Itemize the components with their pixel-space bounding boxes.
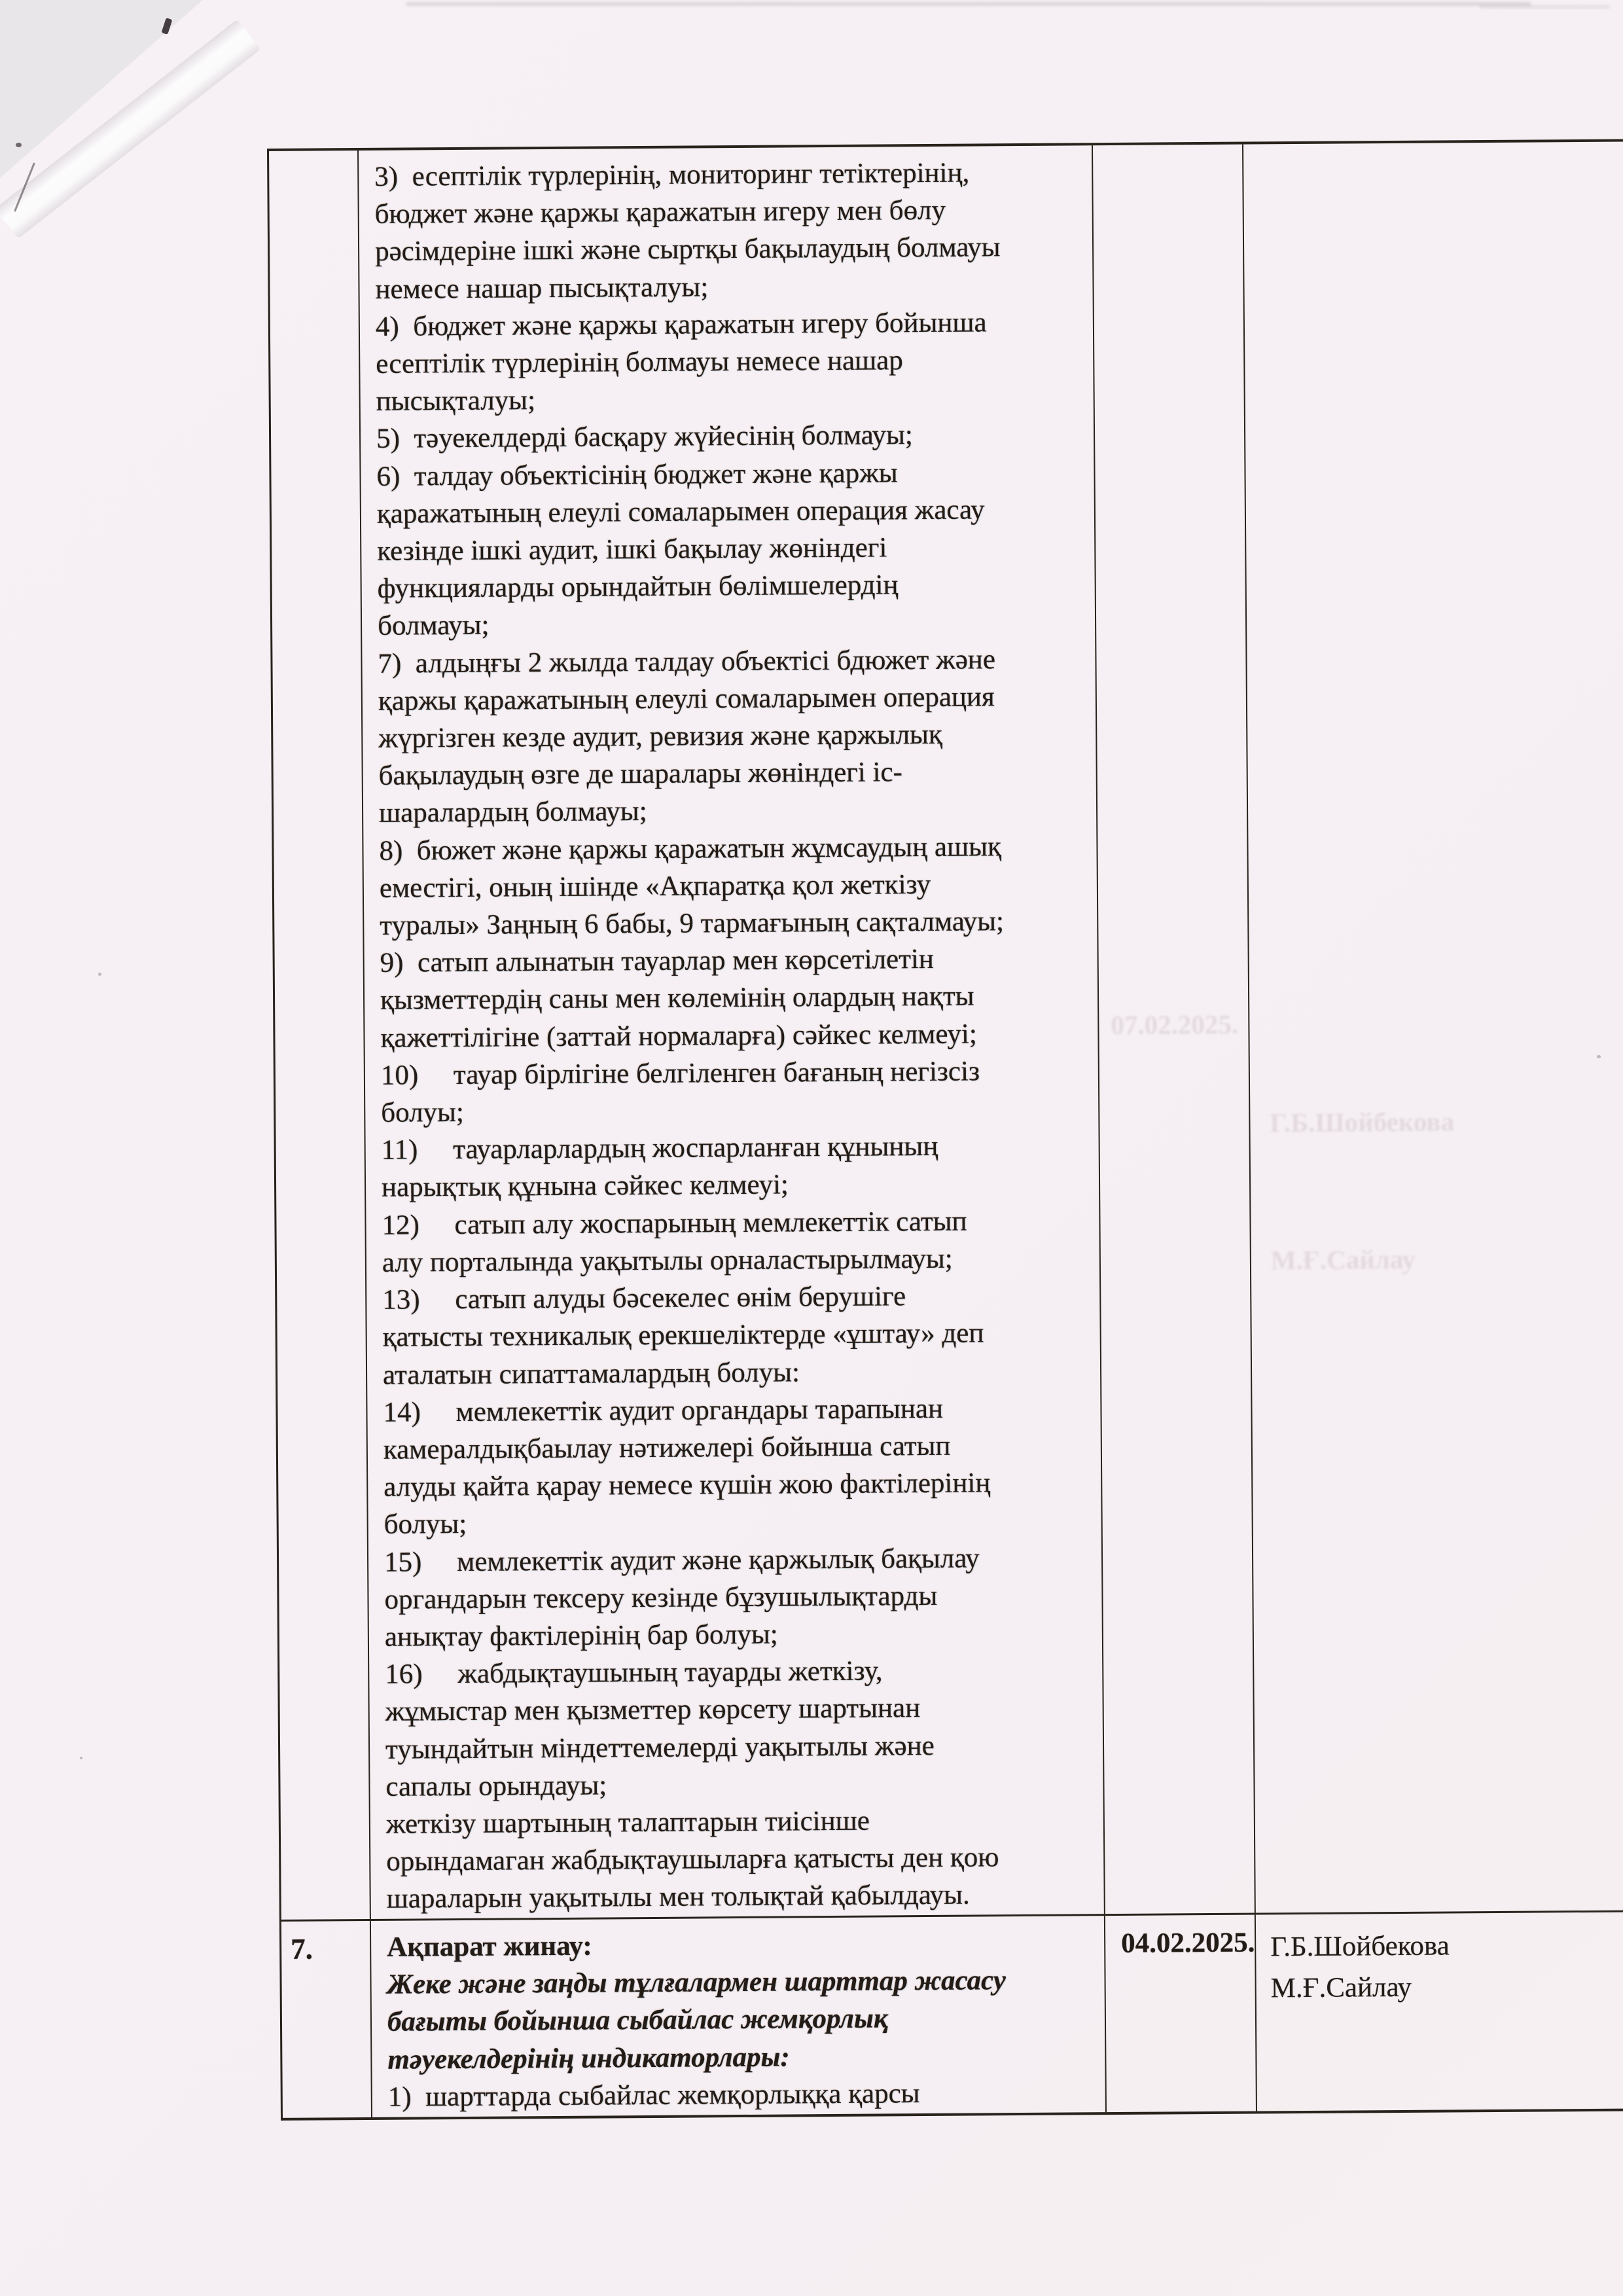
activity-text-line: орындамаган жабдықтаушыларға қатысты ден қою xyxy=(386,1842,999,1877)
date-value: 04.02.2025. xyxy=(1121,1927,1255,1959)
activity-text-line: қажеттілігіне (заттай нормаларға) сәйкес келмеуі; xyxy=(380,1018,977,1054)
activity-text-line: шаралардың болмауы; xyxy=(378,796,647,829)
activity-text-line: қаражатының елеулі сомаларымен операция жасау xyxy=(376,494,985,529)
activity-text-line: нарықтық құнына сәйкес келмеуі; xyxy=(381,1169,789,1204)
activity-text-line: жеткізу шартының талаптарын тиісінше xyxy=(385,1805,870,1840)
bleed-through-executor-line: Г.Б.Шойбекова xyxy=(1270,1106,1455,1138)
activity-text-line: аталатын сипаттамалардың болуы: xyxy=(382,1356,800,1391)
activity-cell xyxy=(371,1916,1107,2117)
activity-text-line: сапалы орындауы; xyxy=(385,1770,607,1803)
executor-name: Г.Б.Шойбекова xyxy=(1270,1930,1450,1963)
activity-subtitle-line: Жеке және заңды тұлғалармен шарттар жасасу xyxy=(387,1965,1007,2000)
activity-text-line: 14) мемлекеттік аудит органдары тарапынан xyxy=(383,1393,944,1428)
activity-text-line: рәсімдеріне ішкі және сыртқы бақылаудың болмауы xyxy=(374,232,1001,268)
date-cell xyxy=(1093,145,1256,1914)
activity-text-line: 8) бюжет және қаржы қаражатын жұмсаудың ашық xyxy=(379,831,1002,867)
risk-indicators-table xyxy=(267,139,1623,2121)
activity-text-line: кезінде ішкі аудит, ішкі бақылау жөніндегі xyxy=(377,532,887,567)
activity-text-line: немесе нашар пысықталуы; xyxy=(375,271,709,305)
scan-speck xyxy=(80,1757,82,1759)
activity-text-line: пысықталуы; xyxy=(376,385,536,418)
executors-cell xyxy=(1243,141,1623,1913)
activity-text-line: 3) есептілік түрлерінің, мониторинг тетіктерінің, xyxy=(374,157,970,192)
activity-text-line: есептілік түрлерінің болмауы немесе нашар xyxy=(376,345,903,380)
activity-text-line: қызметтердің саны мен көлемінің олардың нақты xyxy=(380,980,974,1016)
activity-text-line: 12) сатып алу жоспарының мемлекеттік сатып xyxy=(382,1206,967,1241)
activity-text-line: алу порталында уақытылы орналастырылмауы; xyxy=(382,1243,953,1278)
table-row xyxy=(269,141,1623,1922)
row-number: 7. xyxy=(291,1932,313,1965)
activity-text-line: жүргізген кезде аудит, ревизия және қаржылық xyxy=(378,719,943,754)
activity-text-line: анықтау фактілерінің бар болуы; xyxy=(384,1619,778,1653)
activity-text-line: жұмыстар мен қызметтер көрсету шартынан xyxy=(385,1693,921,1728)
activity-text-line: камералдықбаылау нәтижелері бойынша сатып xyxy=(383,1430,951,1465)
activity-text-line: 13) сатып алуды бәсекелес өнім берушіге xyxy=(382,1281,906,1316)
activity-text-line: шараларын уақытылы мен толықтай қабылдауы. xyxy=(386,1879,971,1915)
table-row xyxy=(281,1912,1623,2118)
date-cell xyxy=(1105,1915,1257,2113)
executor-name: М.Ғ.Сайлау xyxy=(1270,1971,1412,2004)
activity-text-line: болуы; xyxy=(381,1097,465,1128)
scan-top-edge-streak xyxy=(406,2,1531,6)
executors-cell xyxy=(1256,1912,1623,2111)
row-number-cell xyxy=(281,1921,372,2118)
page-corner-speck xyxy=(16,143,22,147)
activity-text-line: 15) мемлекеттік аудит және қаржылық бақылау xyxy=(383,1542,980,1578)
bleed-through-executor-line: М.Ғ.Сайлау xyxy=(1270,1244,1416,1276)
scan-speck xyxy=(98,973,101,976)
bleed-through-executors xyxy=(1269,1007,1455,1374)
activity-text-line: 11) тауарларлардың жоспарланған құнының xyxy=(381,1131,938,1166)
activity-text-line: 9) сатып алынатын тауарлар мен көрсетілетін xyxy=(380,944,935,979)
activity-text-line: 16) жабдықтаушының тауарды жеткізу, xyxy=(385,1655,883,1690)
activity-subtitle-line: бағыты бойынша сыбайлас жемқорлық xyxy=(387,2003,888,2038)
activity-text-line: болуы; xyxy=(383,1509,467,1541)
activity-text-line: болмауы; xyxy=(377,610,490,642)
activity-text-line: 5) тәуекелдерді басқару жүйесінің болмауы; xyxy=(376,420,914,455)
activity-text-line: бақылаудың өзге де шаралары жөніндегі іс- xyxy=(378,757,903,792)
activity-cell xyxy=(359,145,1105,1919)
activity-text-line: қатысты техникалық ерекшеліктерде «ұштау» деп xyxy=(382,1318,984,1354)
activity-text-line: 4) бюджет және қаржы қаражатын игеру бойынша xyxy=(375,307,987,342)
bleed-through-date: 07.02.2025. xyxy=(1111,1009,1239,1041)
row-number-cell xyxy=(269,151,371,1920)
activity-text-line: туындайтын міндеттемелерді уақытылы және xyxy=(385,1730,935,1765)
activity-text-line: 6) талдау объектісінің бюджет және қаржы xyxy=(376,457,898,492)
activity-text-line: 1) шарттарда сыбайлас жемқорлыққа қарсы xyxy=(387,2077,920,2113)
scan-top-right-streak xyxy=(1479,5,1610,9)
activity-text-line: алуды қайта қарау немесе күшін жою фактілерінің xyxy=(383,1467,991,1503)
activity-title: Ақпарат жинау: xyxy=(387,1930,592,1963)
activity-text-line: функцияларды орындайтын бөлімшелердің xyxy=(377,569,899,605)
activity-text-line: 7) алдыңғы 2 жылда талдау объектісі бдюжет және xyxy=(378,643,996,679)
activity-text-line: қаржы қаражатының елеулі сомаларымен операция xyxy=(378,681,995,717)
activity-text-line: туралы» Заңның 6 бабы, 9 тармағының сақталмауы; xyxy=(380,906,1005,941)
activity-text-line: бюджет және қаржы қаражатын игеру мен бөлу xyxy=(374,194,946,230)
activity-text-line: 10) тауар бірлігіне белгіленген бағаның негізсіз xyxy=(380,1056,980,1091)
activity-text-line: органдарын тексеру кезінде бұзушылықтарды xyxy=(384,1580,938,1615)
activity-text-line: еместігі, оның ішінде «Ақпаратқа қол жеткізу xyxy=(379,869,931,904)
activity-subtitle xyxy=(387,1961,1101,2078)
activity-subtitle-line: тәуекелдерінің индикаторлары: xyxy=(387,2041,790,2075)
